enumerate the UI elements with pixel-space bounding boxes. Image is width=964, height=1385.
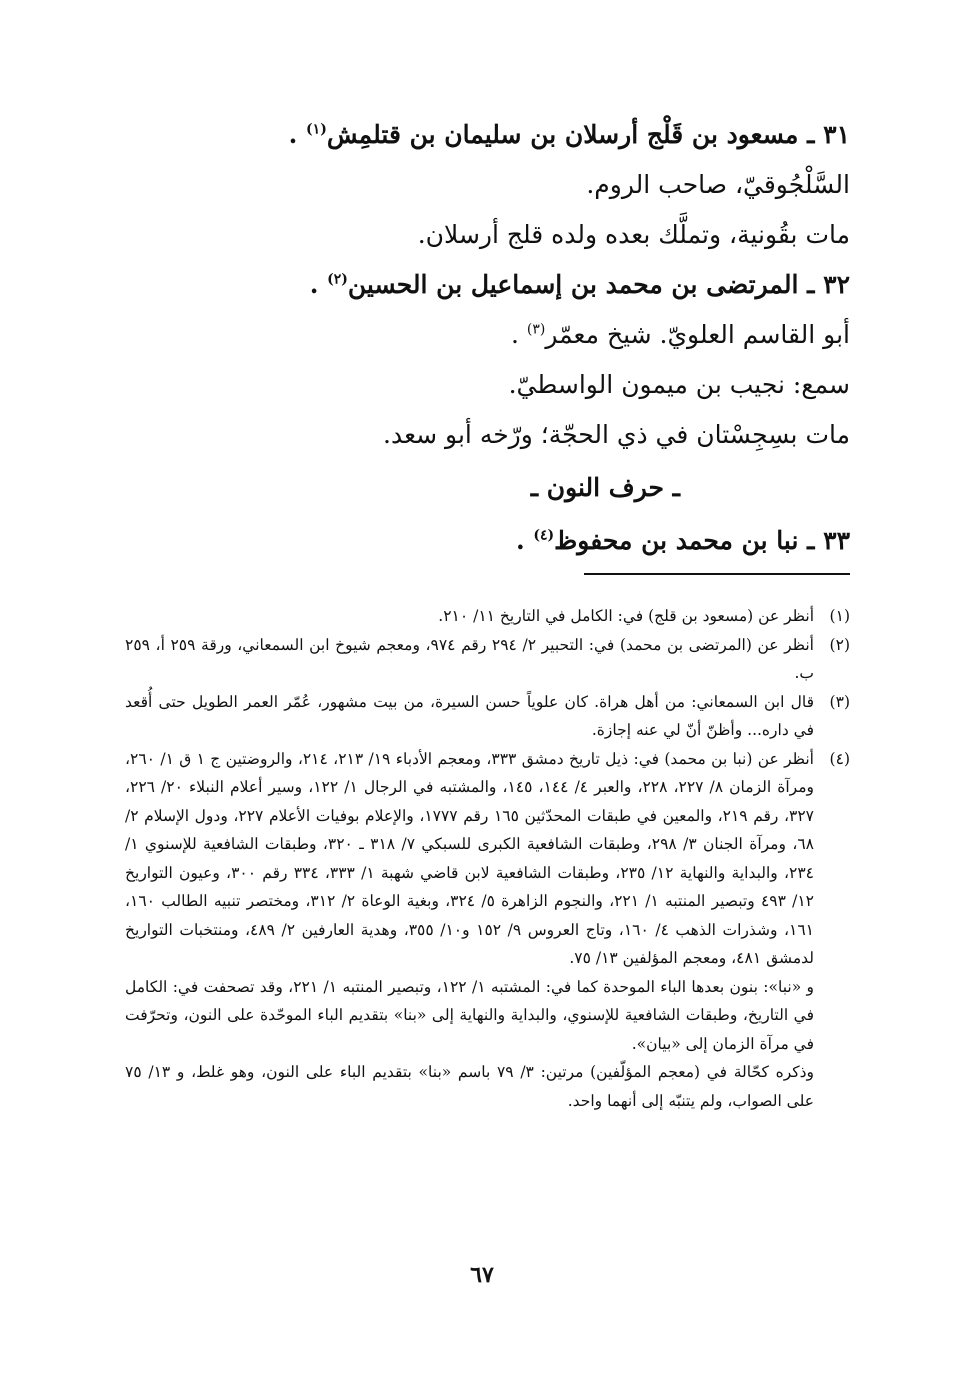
entry-32-death: مات بسِجِسْتان في ذي الحجّة؛ ورّخه أبو سعد. bbox=[383, 420, 850, 449]
footnote-text: أنظر عن (مسعود بن قلج) في: الكامل في التاريخ ١١/ ٢١٠. bbox=[438, 607, 814, 625]
footnote-number: (٢) bbox=[829, 635, 850, 654]
entry-31: ٣١ ـ مسعود بن قَلْج أرسلان بن سليمان بن قتلمِش$^{(١)}$ . bbox=[288, 120, 850, 149]
entry-32-kunya: أبو القاسم العلويّ. شيخ معمّر$^{(٣)}$ . bbox=[510, 320, 850, 349]
footnote-4-kahhala-note: وذكره كحّالة في (معجم المؤلّفين) مرتين: ٣/ ٧٩ باسم «بنا» بتقديم الباء على النون، وهو غلط، و ١٣/ ٧٥ على الصواب، ولم يتنبّه إلى أنهما واحد. bbox=[125, 1063, 815, 1110]
footnote-ref-3[interactable]: (٣) bbox=[526, 321, 546, 338]
footnote-4 bbox=[125, 745, 850, 973]
footnote-4-spelling-note: و «نبا»: بنون بعدها الباء الموحدة كما في: المشتبه ١/ ١٢٢، وتبصير المنتبه ١/ ٢٢١، وقد تصحفت في: الكامل في التاريخ، وطبقات الشافعية للإسنوي، والبداية والنهاية إلى «بنا» بتقديم الباء الموحّدة على النون، وتحرّفت في مرآة الزمان إلى «بيان». bbox=[125, 977, 815, 1053]
footnote-ref-4[interactable]: (٤) bbox=[533, 527, 555, 544]
page-number: ٦٧ bbox=[470, 1262, 494, 1288]
entry-32: ٣٢ ـ المرتضى بن محمد بن إسماعيل بن الحسين$^{(٢)}$ . bbox=[309, 270, 850, 299]
footnote-ref-1[interactable]: (١) bbox=[306, 121, 327, 138]
footnote-text: قال ابن السمعاني: من أهل هراة. كان علوياً حسن السيرة، من بيت مشهور، عُمّر العمر الطويل حتى أُقعد في داره... وأظنّ أنّ لي عنه إجازة. bbox=[125, 692, 814, 739]
footnote-2 bbox=[125, 631, 850, 688]
footnote-number: (٤) bbox=[829, 749, 850, 768]
entry-31-nisba: السَّلْجُوقيّ، صاحب الروم. bbox=[586, 170, 850, 199]
footnotes bbox=[125, 602, 850, 1115]
footnote-1 bbox=[125, 602, 850, 631]
footnote-ref-2[interactable]: (٢) bbox=[327, 271, 348, 288]
footnote-number: (٣) bbox=[829, 692, 850, 711]
footnote-number: (١) bbox=[829, 607, 850, 625]
footnote-3 bbox=[125, 688, 850, 745]
footnote-text: أنظر عن (نبا بن محمد) في: ذيل تاريخ دمشق ٣٣٣، ومعجم الأدباء ١٩/ ٢١٣، ٢١٤، والروضتين ج ١ ق ١/ ٢٦٠، ومرآة الزمان ٨/ ٢٢٧، ٢٢٨، والعبر ٤/ ١٤٤، ١٤٥، والمشتبه في الرجال ١/ ١٢٢، وسير أعلام النبلاء ٢٠/ ٢٢٦، ٣٢٧، رقم ٢١٩، والمعين في طبقات المحدّثين ١٦٥ رقم ١٧٧٧، والإعلام بوفيات الأعلام ٢٢٧، ودول الإسلام ٢/ ٦٨، ومرآة الجنان ٣/ ٢٩٨، وطبقات الشافعية الكبرى للسبكي ٧/ ٣١٨ ـ ٣٢٠، وطبقات الشافعية للإسنوي ١/ ٢٣٤، والبداية والنهاية ١٢/ ٢٣٥، وطبقات الشافعية لابن قاضي شهبة ١/ ٣٣٣، ٣٣٤ رقم ٣٠٠، وعيون التواريخ ١٢/ ٤٩٣ وتبصير المنتبه ١/ ٢٢١، والنجوم الزاهرة ٥/ ٣٢٤، وبغية الوعاة ٢/ ٣١٢، ومختصر تنبيه الطالب ١٦٠، ١٦١، وشذرات الذهب ٤/ ١٦٠، وتاج العروس ٩/ ١٥٢ و١٠/ ٣٥٥، وهدية العارفين ٢/ ٤٨٩، ومنتخبات التواريخ لدمشق ٤٨١، ومعجم المؤلفين ١٣/ ٧٥. bbox=[125, 749, 815, 967]
main-text bbox=[110, 110, 850, 566]
section-heading: ـ حرف النون ـ bbox=[530, 473, 680, 502]
entry-33: ٣٣ ـ نبا بن محمد بن محفوظ$^{(٤)}$ . bbox=[515, 526, 850, 555]
footnote-divider bbox=[584, 573, 850, 575]
entry-31-death: مات بقُونية، وتملَّك بعده ولده قلج أرسلان. bbox=[417, 220, 850, 249]
entry-32-heard: سمع: نجيب بن ميمون الواسطيّ. bbox=[508, 370, 850, 399]
footnote-text: أنظر عن (المرتضى بن محمد) في: التحبير ٢/ ٢٩٤ رقم ٩٧٤، ومعجم شيوخ ابن السمعاني، ورقة ٢٥٩ أ، ٢٥٩ ب. bbox=[125, 635, 814, 682]
